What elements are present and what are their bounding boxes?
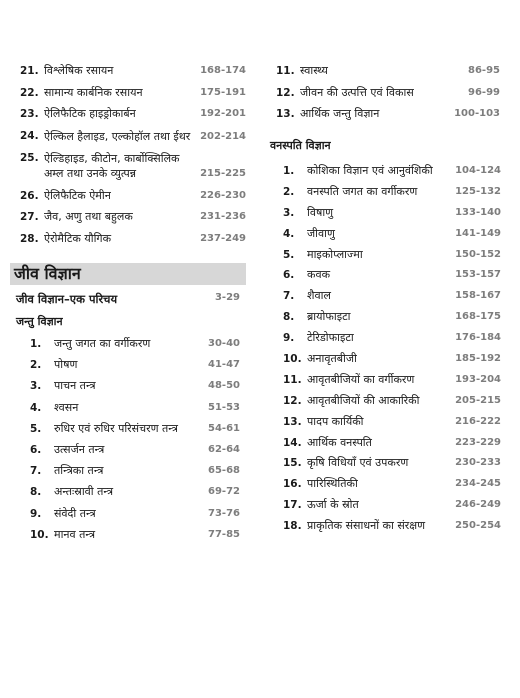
toc-num: 21.	[20, 65, 39, 77]
toc-title: पाचन तन्त्र	[54, 379, 96, 393]
toc-row[interactable]	[20, 86, 246, 100]
toc-title: ऐल्डिहाइड, कीटोन, कार्बोक्सिलिक अम्ल तथा उनके व्युत्पन्न	[44, 152, 180, 180]
toc-num: 8.	[283, 311, 295, 324]
toc-num: 17.	[283, 499, 302, 512]
zoology-list	[30, 337, 240, 549]
toc-pages: 41-47	[208, 359, 240, 371]
toc-title: संवेदी तन्त्र	[54, 506, 96, 520]
toc-num: 9.	[283, 332, 295, 345]
toc-title: अनावृतबीजी	[307, 352, 357, 366]
toc-row[interactable]	[283, 415, 501, 429]
toc-num: 15.	[283, 457, 302, 470]
toc-row[interactable]	[30, 485, 240, 499]
toc-num: 7.	[283, 290, 295, 303]
toc-num: 2.	[30, 359, 42, 372]
toc-pages: 69-72	[208, 486, 240, 498]
toc-row[interactable]	[276, 107, 500, 121]
toc-title: स्वास्थ्य	[300, 64, 328, 77]
toc-pages: 168-174	[200, 65, 246, 76]
toc-num: 1.	[30, 338, 42, 350]
toc-row[interactable]	[30, 337, 240, 351]
toc-row[interactable]	[20, 129, 246, 144]
toc-title: पोषण	[54, 358, 78, 372]
toc-pages: 150-152	[455, 248, 501, 260]
toc-num: 8.	[30, 486, 42, 499]
toc-pages: 65-68	[208, 465, 240, 477]
toc-title: पारिस्थितिकी	[307, 477, 358, 491]
toc-pages: 215-225	[200, 168, 246, 179]
toc-title: सामान्य कार्बनिक रसायन	[44, 85, 143, 99]
toc-pages: 223-229	[455, 436, 501, 448]
toc-num: 2.	[283, 185, 295, 198]
toc-num: 13.	[283, 415, 302, 428]
toc-pages: 158-167	[455, 290, 501, 302]
toc-row[interactable]	[283, 394, 501, 408]
toc-pages: 246-249	[455, 499, 501, 511]
toc-title: प्राकृतिक संसाधनों का संरक्षण	[307, 519, 426, 533]
toc-row[interactable]	[283, 164, 501, 178]
toc-row[interactable]	[30, 358, 240, 372]
toc-row[interactable]	[30, 401, 240, 415]
toc-num: 14.	[283, 436, 302, 449]
toc-title: कृषि विधियाँ एवं उपकरण	[307, 456, 409, 470]
toc-row[interactable]	[30, 379, 240, 393]
toc-pages: 104-124	[455, 165, 501, 176]
toc-num: 12.	[276, 86, 295, 99]
toc-title: ऐलिफैटिक ऐमीन	[44, 188, 111, 202]
toc-row[interactable]	[30, 422, 240, 436]
toc-title: ऊर्जा के स्रोत	[307, 498, 359, 512]
toc-title: विश्लेषिक रसायन	[44, 64, 114, 77]
toc-title: ऐल्किल हैलाइड, एल्कोहॉल तथा ईथर	[44, 129, 191, 143]
toc-row[interactable]	[283, 436, 501, 450]
toc-num: 6.	[283, 269, 295, 282]
toc-num: 6.	[30, 443, 42, 456]
toc-title: जैव, अणु तथा बहुलक	[44, 210, 133, 223]
toc-row[interactable]	[283, 248, 501, 262]
toc-pages: 62-64	[208, 443, 240, 455]
toc-row[interactable]	[283, 289, 501, 303]
toc-title: श्वसन	[54, 400, 79, 414]
toc-num: 7.	[30, 465, 42, 478]
intro-pages: 3-29	[214, 292, 240, 303]
toc-title: ऐलिफैटिक हाइड्रोकार्बन	[44, 107, 136, 120]
toc-title: जीवन की उत्पत्ति एवं विकास	[300, 85, 414, 99]
toc-num: 5.	[30, 422, 42, 435]
toc-pages: 77-85	[208, 528, 240, 540]
toc-pages: 202-214	[200, 130, 246, 142]
intro-row[interactable]	[16, 292, 240, 307]
toc-title: जीवाणु	[307, 226, 335, 240]
toc-pages: 234-245	[455, 478, 501, 490]
toc-title: विषाणु	[307, 205, 334, 219]
toc-title: रुधिर एवं रुधिर परिसंचरण तन्त्र	[54, 421, 178, 435]
toc-pages: 175-191	[200, 86, 246, 98]
toc-row[interactable]	[20, 189, 246, 203]
toc-row[interactable]	[20, 232, 246, 246]
toc-row[interactable]	[30, 507, 240, 521]
toc-title: ब्रायोफाइटा	[307, 310, 351, 324]
toc-title: कवक	[307, 268, 331, 282]
botany-list	[283, 164, 501, 540]
toc-pages: 100-103	[454, 108, 500, 119]
toc-num: 23.	[20, 108, 39, 120]
toc-row[interactable]	[30, 443, 240, 457]
intro-title: जीव विज्ञान–एक परिचय	[16, 292, 118, 306]
toc-pages: 51-53	[208, 401, 240, 413]
toc-pages: 192-201	[200, 108, 246, 119]
toc-pages: 141-149	[455, 227, 501, 239]
toc-num: 4.	[30, 401, 42, 414]
toc-row[interactable]	[20, 64, 246, 78]
toc-num: 25.	[20, 152, 39, 164]
toc-pages: 193-204	[455, 373, 501, 385]
toc-title: उत्सर्जन तन्त्र	[54, 442, 105, 456]
toc-row[interactable]	[283, 185, 501, 199]
toc-num: 9.	[30, 507, 42, 520]
toc-pages: 250-254	[455, 520, 501, 532]
toc-pages: 96-99	[468, 86, 500, 98]
toc-num: 1.	[283, 165, 295, 177]
toc-pages: 86-95	[468, 65, 500, 76]
toc-num: 10.	[283, 353, 302, 366]
toc-num: 13.	[276, 108, 295, 120]
toc-title: आवृतबीजियों का वर्गीकरण	[307, 372, 415, 386]
toc-row[interactable]	[283, 206, 501, 220]
toc-row[interactable]	[276, 86, 500, 100]
toc-pages: 230-233	[455, 457, 501, 469]
toc-pages: 168-175	[455, 311, 501, 323]
toc-num: 28.	[20, 232, 39, 245]
toc-title: टेरिडोफाइटा	[307, 331, 354, 345]
toc-title: माइकोप्लाज्मा	[307, 247, 363, 261]
toc-pages: 176-184	[455, 332, 501, 344]
toc-row[interactable]	[283, 268, 501, 282]
toc-pages: 185-192	[455, 353, 501, 365]
toc-title: मानव तन्त्र	[54, 527, 96, 541]
toc-title: आवृतबीजियों की आकारिकी	[307, 393, 420, 407]
toc-title: ऐरोमैटिक यौगिक	[44, 231, 112, 245]
toc-num: 4.	[283, 227, 295, 240]
toc-row[interactable]	[283, 456, 501, 470]
toc-title: जन्तु जगत का वर्गीकरण	[54, 337, 151, 350]
toc-row[interactable]	[20, 210, 246, 224]
toc-pages: 226-230	[200, 189, 246, 201]
toc-row[interactable]	[283, 310, 501, 324]
toc-title: तन्त्रिका तन्त्र	[54, 464, 104, 478]
toc-pages: 30-40	[208, 338, 240, 349]
toc-num: 11.	[276, 65, 295, 77]
toc-row[interactable]	[276, 64, 500, 78]
toc-pages: 54-61	[208, 422, 240, 434]
toc-pages: 231-236	[200, 211, 246, 222]
toc-num: 10.	[30, 528, 49, 541]
toc-row[interactable]	[283, 477, 501, 491]
zoology-heading: जन्तु विज्ञान	[16, 315, 63, 328]
toc-title: पादप कार्यिकी	[307, 414, 364, 428]
toc-num: 5.	[283, 248, 295, 261]
toc-pages: 48-50	[208, 380, 240, 392]
toc-title: कोशिका विज्ञान एवं आनुवंशिकी	[307, 164, 433, 177]
zoology-cont-list	[276, 64, 500, 129]
toc-title: अन्तःस्रावी तन्त्र	[54, 485, 114, 499]
toc-row[interactable]	[283, 519, 501, 533]
toc-pages: 216-222	[455, 415, 501, 427]
toc-pages: 125-132	[455, 185, 501, 197]
chemistry-list	[20, 64, 246, 253]
toc-row[interactable]	[283, 331, 501, 345]
toc-title: आर्थिक वनस्पति	[307, 435, 372, 449]
toc-num: 3.	[30, 380, 42, 393]
toc-pages: 73-76	[208, 507, 240, 519]
toc-pages: 153-157	[455, 269, 501, 281]
toc-row[interactable]	[20, 107, 246, 121]
toc-num: 22.	[20, 86, 39, 99]
toc-pages: 205-215	[455, 394, 501, 406]
toc-num: 3.	[283, 206, 295, 219]
toc-pages: 237-249	[200, 232, 246, 244]
toc-num: 18.	[283, 520, 302, 533]
toc-row[interactable]	[30, 464, 240, 478]
toc-row[interactable]	[283, 498, 501, 512]
toc-pages: 133-140	[455, 206, 501, 218]
toc-title: शैवाल	[307, 289, 331, 303]
section-title: जीव विज्ञान	[14, 264, 81, 283]
toc-row[interactable]	[283, 227, 501, 241]
toc-num: 27.	[20, 211, 39, 223]
toc-num: 11.	[283, 373, 302, 386]
toc-row[interactable]	[30, 528, 240, 542]
toc-row[interactable]	[283, 373, 501, 387]
toc-num: 16.	[283, 478, 302, 491]
toc-num: 12.	[283, 394, 302, 407]
toc-num: 26.	[20, 189, 39, 202]
toc-row[interactable]	[20, 151, 246, 181]
toc-row[interactable]	[283, 352, 501, 366]
toc-title: वनस्पति जगत का वर्गीकरण	[307, 184, 418, 198]
toc-num: 24.	[20, 129, 39, 142]
toc-title: आर्थिक जन्तु विज्ञान	[300, 107, 380, 120]
botany-heading: वनस्पति विज्ञान	[270, 139, 331, 152]
